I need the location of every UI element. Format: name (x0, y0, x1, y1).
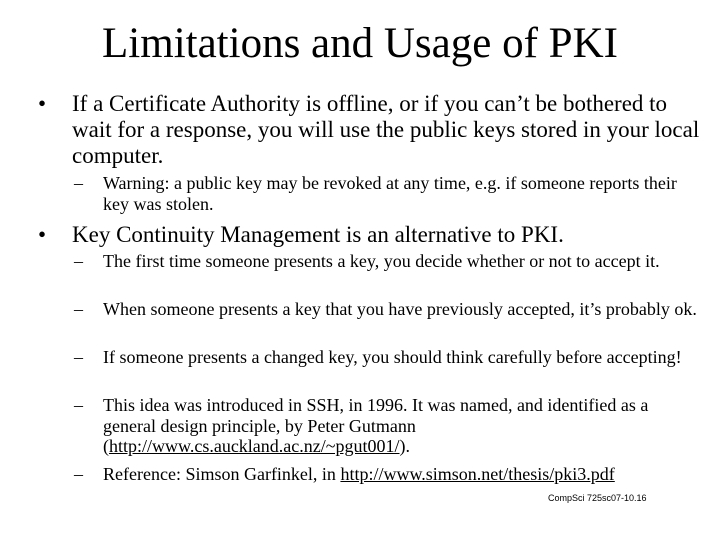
sub-bullet-item: Warning: a public key may be revoked at any time, e.g. if someone reports their key was stolen. (103, 173, 677, 214)
dash-marker: – (74, 347, 83, 367)
dash-marker: – (74, 251, 83, 271)
bullet-marker: • (38, 91, 47, 116)
sub-bullet-text: ). (399, 436, 411, 456)
dash-marker: – (74, 299, 83, 319)
gutmann-link[interactable]: http://www.cs.auckland.ac.nz/~pgut001/ (109, 436, 400, 456)
dash-marker: – (74, 173, 83, 193)
bullet-marker: • (38, 222, 47, 247)
sub-bullet-item (103, 464, 703, 485)
sub-bullet-text: This idea was introduced in SSH, in 1996. It was named, and identified as a general design principle, by Peter Gutmann ( (103, 395, 649, 456)
sub-bullet-text: Reference: Simson Garfinkel, in (103, 464, 341, 484)
sub-bullet-item: When someone presents a key that you have previously accepted, it’s probably ok. (103, 299, 697, 319)
slide-title: Limitations and Usage of PKI (102, 20, 618, 67)
garfinkel-link[interactable]: http://www.simson.net/thesis/pki3.pdf (340, 464, 615, 484)
slide-footer: CompSci 725sc07-10.16 (548, 493, 647, 503)
sub-bullet-item: The first time someone presents a key, you decide whether or not to accept it. (103, 251, 660, 271)
sub-bullet-item (103, 395, 703, 457)
bullet-item: If a Certificate Authority is offline, or if you can’t be bothered to wait for a response, you will use the public keys stored in your local computer. (72, 91, 700, 168)
dash-marker: – (74, 395, 83, 415)
dash-marker: – (74, 464, 83, 484)
sub-bullet-item: If someone presents a changed key, you should think carefully before accepting! (103, 347, 682, 367)
bullet-item: Key Continuity Management is an alternative to PKI. (72, 222, 564, 247)
